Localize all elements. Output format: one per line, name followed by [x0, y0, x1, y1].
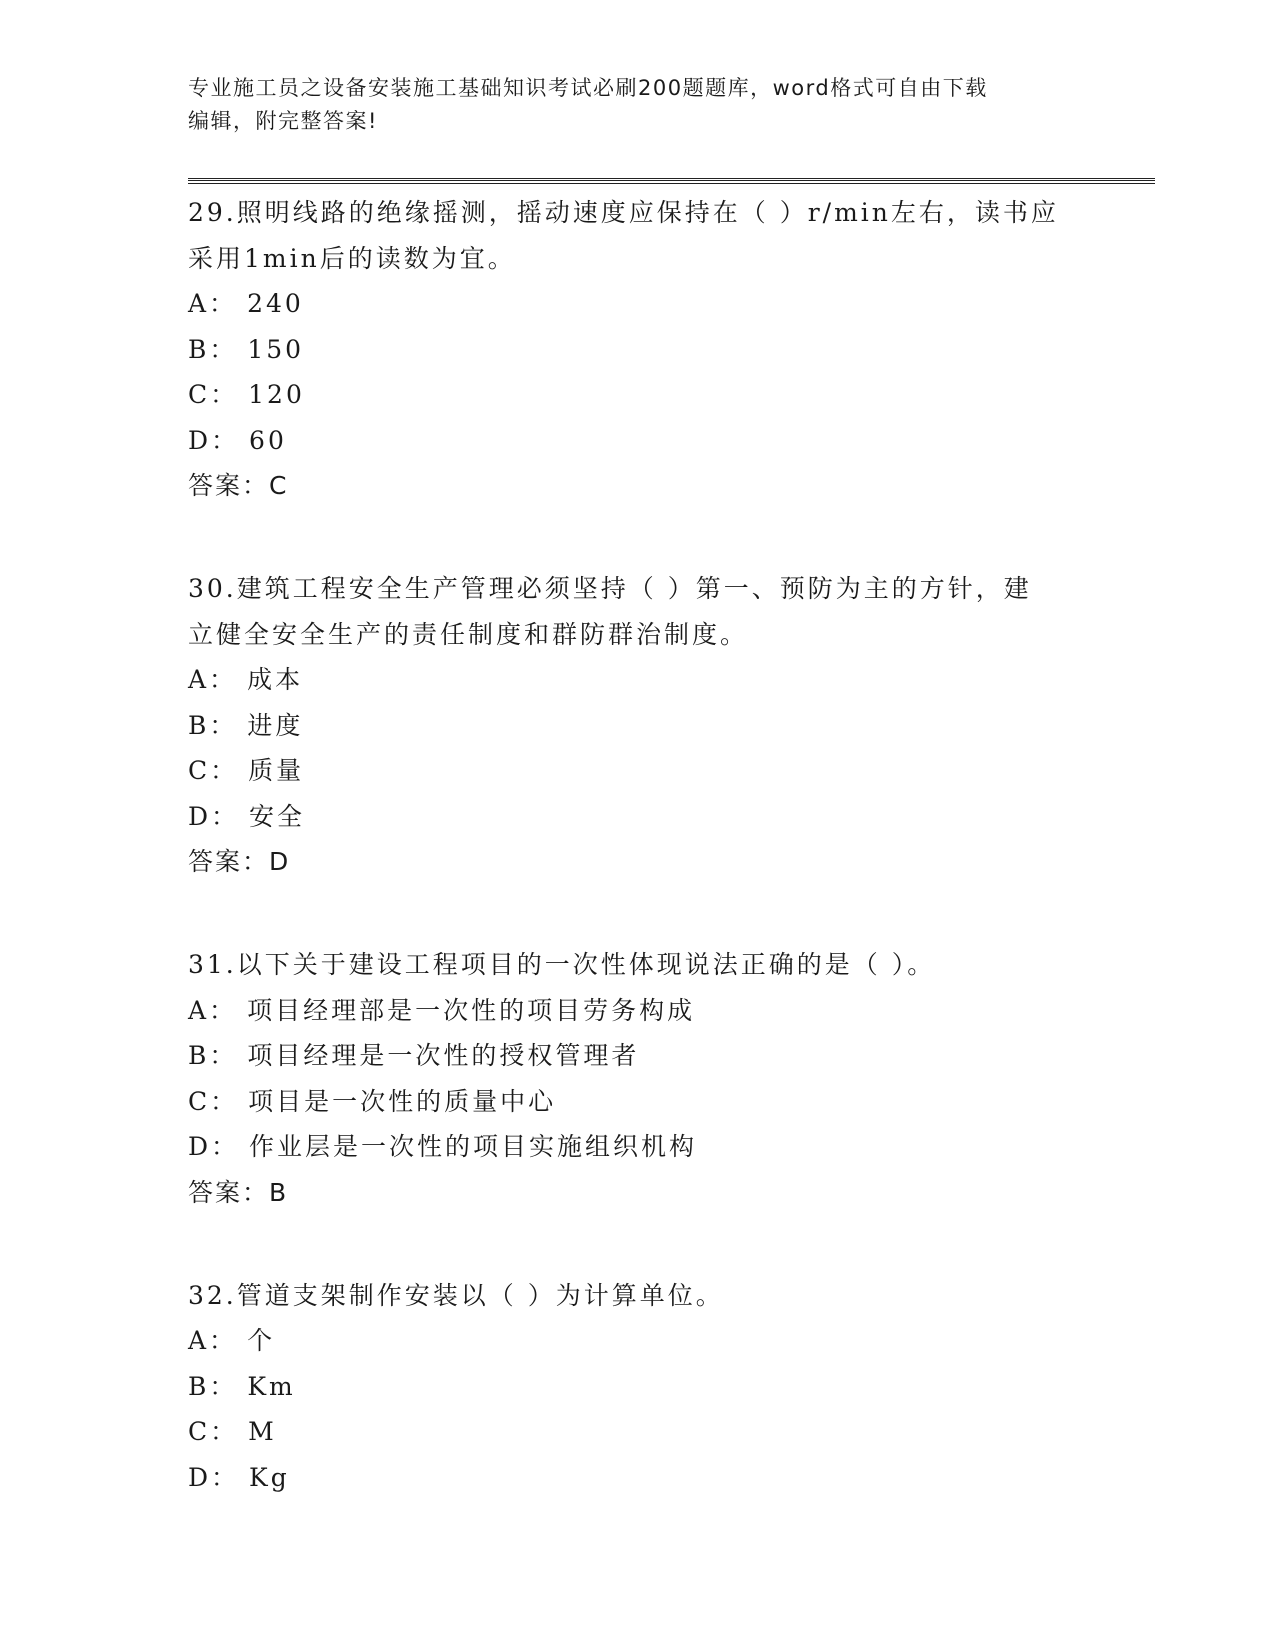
question-stem: [188, 1273, 1088, 1319]
question-30: [188, 566, 1088, 884]
option-label: D：: [188, 1462, 240, 1492]
option-label: A：: [188, 995, 238, 1025]
option-c: [188, 372, 1088, 418]
option-text: M: [248, 1417, 277, 1446]
option-text: 质量: [248, 756, 305, 785]
question-29: [188, 190, 1088, 508]
question-stem-line-2: 立健全安全生产的责任制度和群防群治制度。: [188, 619, 749, 649]
answer: 答案：D: [188, 847, 291, 876]
option-b: [188, 327, 1088, 373]
option-c: [188, 748, 1088, 794]
header-title-line-1: 专业施工员之设备安装施工基础知识考试必刷200题题库，word格式可自由下载: [188, 76, 988, 100]
option-label: B：: [188, 1041, 238, 1070]
option-c: [188, 1079, 1088, 1125]
header-divider: [188, 178, 1155, 181]
option-a: [188, 1318, 1088, 1364]
question-stem: [188, 190, 1088, 281]
option-label: D：: [188, 425, 240, 455]
question-31: [188, 942, 1088, 1215]
option-text: Kg: [249, 1462, 290, 1492]
option-label: B：: [188, 710, 238, 740]
option-d: [188, 794, 1088, 840]
option-b: [188, 1033, 1088, 1079]
question-list: [188, 190, 1088, 1558]
option-label: C：: [188, 756, 239, 785]
question-stem: [188, 942, 1088, 988]
question-stem-line-1: 29.照明线路的绝缘摇测，摇动速度应保持在（ ）r/min左右，读书应: [188, 198, 1059, 227]
question-stem-line-1: 32.管道支架制作安装以（ ）为计算单位。: [188, 1280, 724, 1310]
option-text: 作业层是一次性的项目实施组织机构: [249, 1132, 698, 1161]
question-stem-line-2: 采用1min后的读数为宜。: [188, 243, 516, 273]
option-text: 240: [247, 289, 304, 318]
option-text: 150: [247, 334, 305, 364]
option-b: [188, 703, 1088, 749]
header-title-line-2: 编辑，附完整答案!: [188, 109, 378, 133]
option-text: 60: [249, 425, 287, 455]
document-header: [188, 72, 1088, 138]
option-text: 成本: [247, 665, 304, 694]
option-label: B：: [188, 334, 238, 364]
option-label: C：: [188, 1417, 239, 1446]
option-label: C：: [188, 1086, 239, 1116]
question-32: [188, 1273, 1088, 1501]
option-a: [188, 657, 1088, 703]
option-text: 项目经理部是一次性的项目劳务构成: [247, 995, 696, 1025]
option-text: Km: [247, 1371, 296, 1401]
question-stem: [188, 566, 1088, 657]
option-text: 120: [248, 380, 305, 409]
option-label: D：: [188, 801, 240, 831]
option-label: A：: [188, 1326, 238, 1355]
option-d: [188, 1455, 1088, 1501]
option-b: [188, 1364, 1088, 1410]
option-d: [188, 1124, 1088, 1170]
option-c: [188, 1409, 1088, 1455]
option-text: 项目经理是一次性的授权管理者: [247, 1041, 640, 1070]
option-label: C：: [188, 380, 239, 409]
option-label: A：: [188, 289, 238, 318]
option-label: D：: [188, 1132, 240, 1161]
option-text: 安全: [249, 801, 306, 831]
option-d: [188, 418, 1088, 464]
option-label: B：: [188, 1371, 238, 1401]
question-stem-line-1: 31.以下关于建设工程项目的一次性体现说法正确的是（ ）。: [188, 950, 936, 979]
answer: 答案：C: [188, 471, 289, 500]
question-stem-line-1: 30.建筑工程安全生产管理必须坚持（ ）第一、预防为主的方针，建: [188, 574, 1032, 603]
option-label: A：: [188, 665, 238, 694]
option-a: [188, 988, 1088, 1034]
answer: 答案：B: [188, 1177, 289, 1207]
option-text: 进度: [247, 710, 304, 740]
option-text: 个: [247, 1326, 276, 1355]
option-text: 项目是一次性的质量中心: [248, 1086, 557, 1116]
option-a: [188, 281, 1088, 327]
